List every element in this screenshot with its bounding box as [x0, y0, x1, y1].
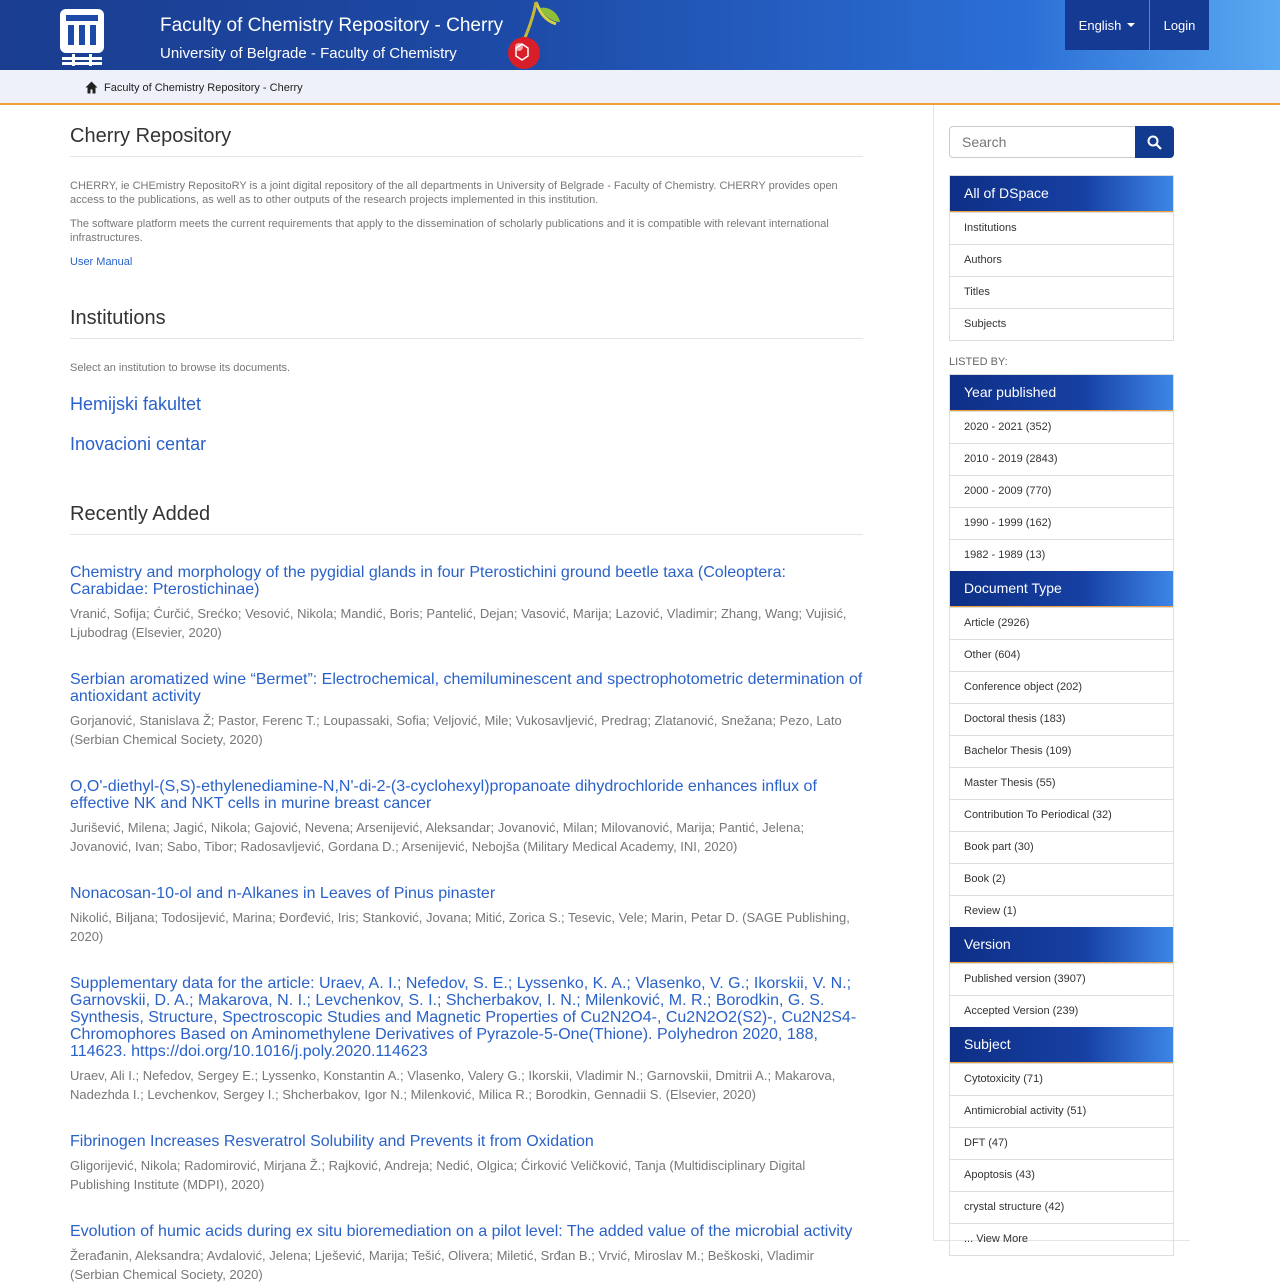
- browse-subjects-link[interactable]: Subjects: [950, 308, 1173, 340]
- facet-document-type[interactable]: Other (604): [950, 639, 1173, 671]
- item-title-link[interactable]: Evolution of humic acids during ex situ bioremediation on a pilot level: The added value of the microbial activity: [70, 1223, 853, 1240]
- sidebar-divider: [933, 105, 934, 1240]
- user-manual-link[interactable]: User Manual: [70, 256, 133, 268]
- panel-heading: All of DSpace: [950, 176, 1173, 212]
- item-meta: Žerađanin, Aleksandra; Avdalović, Jelena; Lješević, Marija; Tešić, Olivera; Miletić, Srđan B.; Vrvić, Miroslav M.; Beškoski, Vladimir (Serbian Chemical Society, 2020): [70, 1248, 814, 1282]
- panel-heading-subject: Subject: [950, 1027, 1173, 1063]
- facet-subject[interactable]: Cytotoxicity (71): [950, 1063, 1173, 1095]
- cherry-logo-icon: [500, 0, 570, 70]
- facet-year[interactable]: 2020 - 2021 (352): [950, 411, 1173, 443]
- repository-title: Cherry Repository: [70, 125, 863, 157]
- institution-link[interactable]: Inovacioni centar: [70, 434, 207, 454]
- list-item: [70, 564, 863, 642]
- facet-document-type[interactable]: Conference object (202): [950, 671, 1173, 703]
- university-crest-icon[interactable]: [54, 3, 110, 67]
- panel-heading-version: Version: [950, 927, 1173, 963]
- facet-subject[interactable]: Apoptosis (43): [950, 1159, 1173, 1191]
- intro-paragraph: CHERRY, ie CHEmistry RepositoRY is a joint digital repository of the all departments in University of Belgrade - Faculty of Chemistry. CHERRY provides open access to the publications, as well as to other outputs of the research projects implemented in this institution.: [70, 180, 838, 206]
- site-title[interactable]: Faculty of Chemistry Repository - Cherry: [160, 15, 504, 36]
- dspace-browse-panel: [949, 175, 1174, 341]
- browse-authors-link[interactable]: Authors: [950, 244, 1173, 276]
- facet-document-type[interactable]: Doctoral thesis (183): [950, 703, 1173, 735]
- item-meta: Vranić, Sofija; Ćurčić, Srećko; Vesović, Nikola; Mandić, Boris; Pantelić, Dejan; Vasović, Marija; Lazović, Vladimir; Zhang, Wang; Vujisić, Ljubodrag (Elsevier, 2020): [70, 606, 847, 640]
- facet-subject[interactable]: Antimicrobial activity (51): [950, 1095, 1173, 1127]
- recently-added-heading: Recently Added: [70, 503, 863, 535]
- home-icon[interactable]: [85, 81, 98, 94]
- list-item: [70, 885, 863, 946]
- breadcrumb: [0, 70, 1280, 105]
- institutions-heading: Institutions: [70, 307, 863, 339]
- item-title-link[interactable]: Nonacosan-10-ol and n-Alkanes in Leaves of Pinus pinaster: [70, 885, 496, 902]
- facet-subject[interactable]: DFT (47): [950, 1127, 1173, 1159]
- list-item: [70, 778, 863, 856]
- browse-institutions-link[interactable]: Institutions: [950, 212, 1173, 244]
- facet-document-type[interactable]: Book part (30): [950, 831, 1173, 863]
- view-more-subjects-link[interactable]: ... View More: [950, 1223, 1173, 1255]
- list-item: [70, 975, 863, 1104]
- item-meta: Gorjanović, Stanislava Ž; Pastor, Ferenc T.; Loupassaki, Sofia; Veljović, Mile; Vukosavljević, Predrag; Zlatanović, Snežana; Pezo, Lato (Serbian Chemical Society, 2020): [70, 713, 842, 747]
- facet-year[interactable]: 1982 - 1989 (13): [950, 539, 1173, 571]
- item-title-link[interactable]: Chemistry and morphology of the pygidial glands in four Pterostichini ground beetle taxa (Coleoptera: Carabidae: Pterostichinae): [70, 564, 786, 598]
- list-item: [70, 671, 863, 749]
- item-meta: Nikolić, Biljana; Todosijević, Marina; Đorđević, Iris; Stanković, Jovana; Mitić, Zorica S.; Tesevic, Vele; Marin, Petar D. (SAGE Publishing, 2020): [70, 910, 850, 944]
- search-button[interactable]: [1135, 126, 1174, 158]
- facet-document-type[interactable]: Review (1): [950, 895, 1173, 927]
- item-meta: Jurišević, Milena; Jagić, Nikola; Gajović, Nevena; Arsenijević, Aleksandar; Jovanović, Milan; Milovanović, Marija; Pantić, Jelena; Jovanović, Ivan; Sabo, Tibor; Radosavljević, Gordana D.; Arsenijević, Nebojša (Military Medical Academy, INI, 2020): [70, 820, 805, 854]
- browse-titles-link[interactable]: Titles: [950, 276, 1173, 308]
- site-subtitle: University of Belgrade - Faculty of Chemistry: [160, 45, 457, 62]
- intro-paragraph-2: The software platform meets the current requirements that apply to the dissemination of scholarly publications and it is compatible with relevant international infrastructures.: [70, 218, 829, 244]
- facet-version[interactable]: Published version (3907): [950, 963, 1173, 995]
- breadcrumb-item[interactable]: Faculty of Chemistry Repository - Cherry: [104, 82, 303, 94]
- listed-by-label: LISTED BY:: [949, 356, 1008, 368]
- facet-year[interactable]: 2000 - 2009 (770): [950, 475, 1173, 507]
- item-title-link[interactable]: O,O'-diethyl-(S,S)-ethylenediamine-N,N'-di-2-(3-cyclohexyl)propanoate dihydrochloride enhances influx of effective NK and NKT cells in murine breast cancer: [70, 778, 817, 812]
- item-title-link[interactable]: Supplementary data for the article: Uraev, A. I.; Nefedov, S. E.; Lyssenko, K. A.; Vlasenko, V. G.; Ikorskii, V. N.; Garnovskii, D. A.; Makarova, N. I.; Levchenkov, S. I.; Shcherbakov, I. N.; Milenković, M. R.; Borodkin, G. S. Synthesis, Structure, Spectroscopic Studies and Magnetic Properties of Cu2N2O4-, Cu2N2O2(S2)-, Cu2N2S4-Chromophores Based on Aminomethylene Derivatives of Pyrazole-5-One(Thione). Polyhedron 2020, 188, 114623. https://doi.org/10.1016/j.poly.2020.114623: [70, 975, 857, 1060]
- item-title-link[interactable]: Fibrinogen Increases Resveratrol Solubility and Prevents it from Oxidation: [70, 1133, 594, 1150]
- facet-document-type[interactable]: Contribution To Periodical (32): [950, 799, 1173, 831]
- language-label: English: [1078, 17, 1122, 33]
- institution-link[interactable]: Hemijski fakultet: [70, 394, 202, 414]
- search-icon: [1147, 135, 1162, 150]
- facet-document-type[interactable]: Book (2): [950, 863, 1173, 895]
- facet-document-type[interactable]: Master Thesis (55): [950, 767, 1173, 799]
- list-item: [70, 1133, 863, 1194]
- item-meta: Uraev, Ali I.; Nefedov, Sergey E.; Lyssenko, Konstantin A.; Vlasenko, Valery G.; Ikorskii, Vladimir N.; Garnovskii, Dmitrii A.; Makarova, Nadezhda I.; Levchenkov, Sergey I.; Shcherbakov, Igor N.; Milenković, Milica R.; Borodkin, Gennadii S. (Elsevier, 2020): [70, 1068, 836, 1102]
- list-item: [70, 1223, 863, 1284]
- facets-panel: [949, 374, 1174, 1256]
- search-input[interactable]: [949, 126, 1135, 158]
- login-button[interactable]: Login: [1150, 0, 1209, 50]
- language-dropdown[interactable]: [1065, 0, 1149, 50]
- institutions-hint: Select an institution to browse its documents.: [70, 362, 291, 374]
- facet-version[interactable]: Accepted Version (239): [950, 995, 1173, 1027]
- panel-heading-document-type: Document Type: [950, 571, 1173, 607]
- chevron-down-icon: [1127, 23, 1135, 27]
- facet-document-type[interactable]: Article (2926): [950, 607, 1173, 639]
- item-title-link[interactable]: Serbian aromatized wine “Bermet”: Electrochemical, chemiluminescent and spectrophotometric determination of antioxidant activity: [70, 671, 863, 705]
- item-meta: Gligorijević, Nikola; Radomirović, Mirjana Ž.; Rajković, Andreja; Nedić, Olgica; Ćirković Veličković, Tanja (Multidisciplinary Digital Publishing Institute (MDPI), 2020): [70, 1158, 806, 1192]
- panel-heading-year: Year published: [950, 375, 1173, 411]
- facet-subject[interactable]: crystal structure (42): [950, 1191, 1173, 1223]
- facet-year[interactable]: 2010 - 2019 (2843): [950, 443, 1173, 475]
- facet-year[interactable]: 1990 - 1999 (162): [950, 507, 1173, 539]
- facet-document-type[interactable]: Bachelor Thesis (109): [950, 735, 1173, 767]
- top-navbar: [0, 0, 1280, 70]
